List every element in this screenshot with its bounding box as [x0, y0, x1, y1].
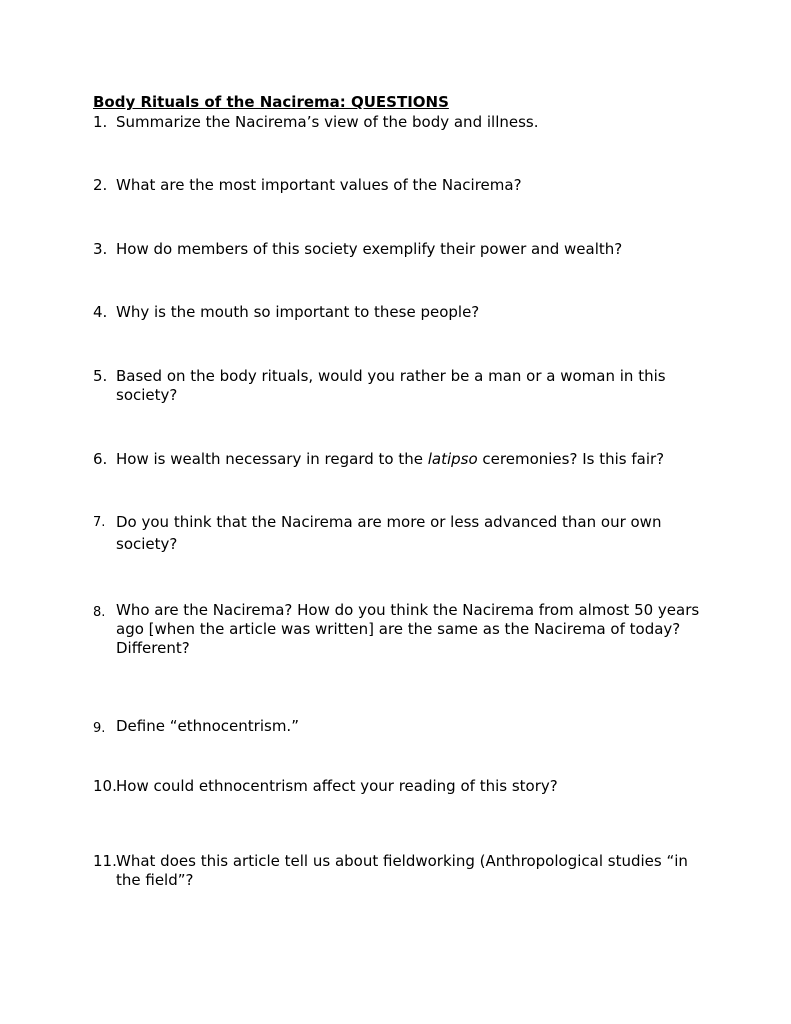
question-text: What are the most important values of the Nacirema?	[116, 176, 522, 194]
question-number: 4.	[93, 303, 108, 321]
question-item	[93, 303, 713, 322]
question-item	[93, 511, 713, 555]
question-item	[93, 113, 713, 132]
question-text: Summarize the Nacirema’s view of the body and illness.	[116, 113, 539, 131]
question-text: What does this article tell us about fieldworking (Anthropological studies “in the field”?	[116, 852, 688, 889]
question-item	[93, 717, 713, 736]
page-title: Body Rituals of the Nacirema: QUESTIONS	[93, 93, 449, 111]
question-number: 6.	[93, 450, 108, 468]
question-text: Who are the Nacirema? How do you think the Nacirema from almost 50 years ago [when the article was written] are the same as the Nacirema of today? Different?	[116, 601, 700, 657]
question-item	[93, 777, 713, 796]
question-text	[116, 450, 713, 469]
question-number: 5.	[93, 367, 108, 385]
question-number: 7.	[93, 515, 106, 530]
question-text: How could ethnocentrism affect your reading of this story?	[116, 777, 558, 795]
question-number: 3.	[93, 240, 108, 258]
question-text: Based on the body rituals, would you rather be a man or a woman in this society?	[116, 367, 666, 404]
question-number: 2.	[93, 176, 108, 194]
question-number: 11.	[93, 852, 117, 870]
question-text: Do you think that the Nacirema are more or less advanced than our own society?	[116, 513, 662, 553]
question-number: 10.	[93, 777, 117, 795]
question-text-part: How is wealth necessary in regard to the	[116, 450, 428, 468]
question-number: 8.	[93, 605, 106, 620]
question-text-part: ceremonies? Is this fair?	[477, 450, 665, 468]
italic-term: latipso	[427, 450, 478, 468]
question-item	[93, 601, 713, 658]
question-number: 9.	[93, 721, 106, 736]
question-number: 1.	[93, 113, 108, 131]
question-item	[93, 367, 713, 405]
question-item	[93, 176, 713, 195]
question-text: Define “ethnocentrism.”	[116, 717, 299, 735]
question-item	[93, 240, 713, 259]
question-item	[93, 450, 713, 469]
question-text: How do members of this society exemplify their power and wealth?	[116, 240, 623, 258]
question-item	[93, 852, 713, 890]
question-text: Why is the mouth so important to these people?	[116, 303, 480, 321]
